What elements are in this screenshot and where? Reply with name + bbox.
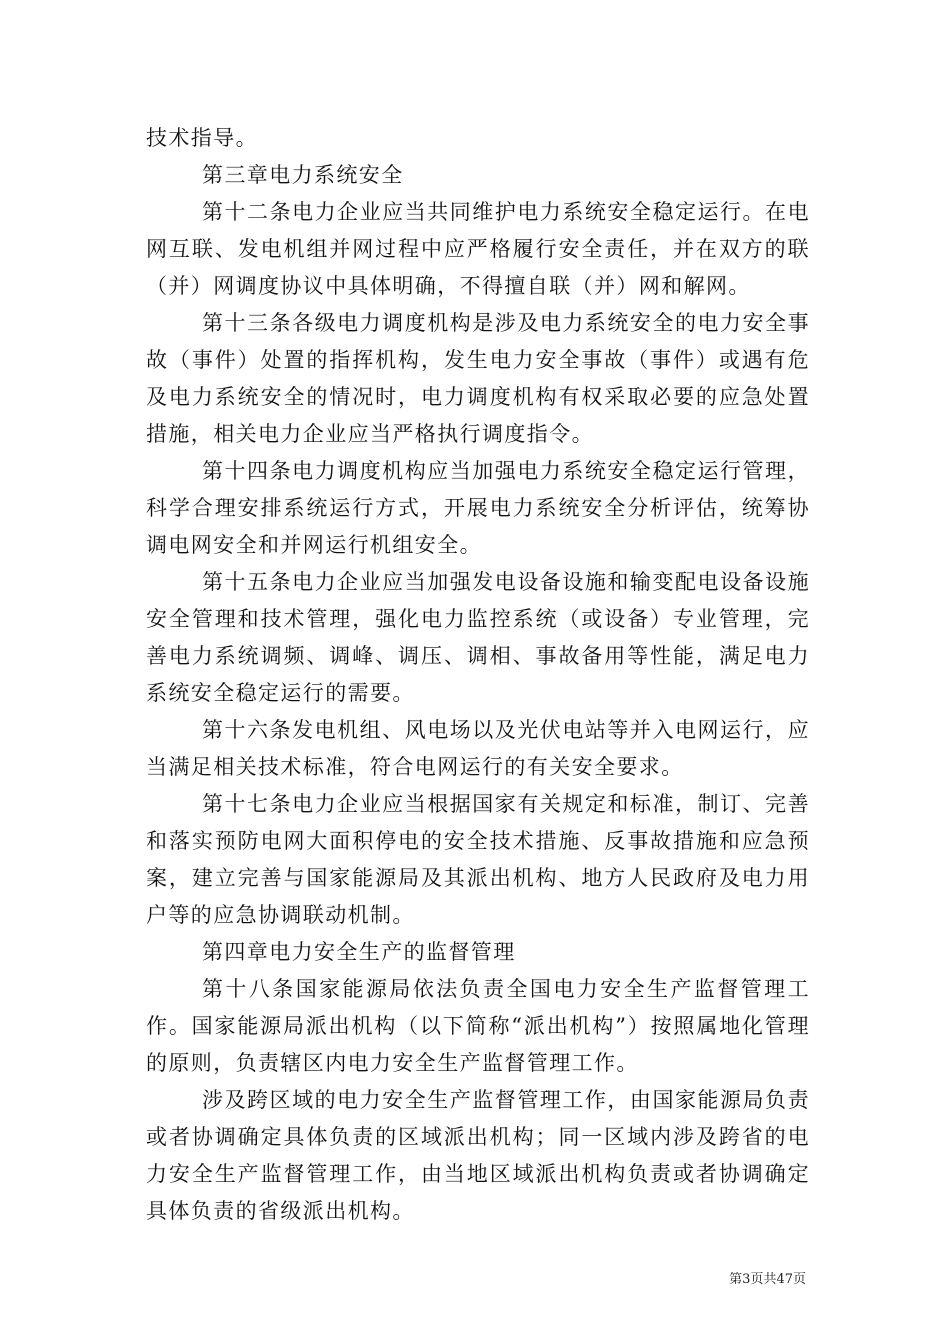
article-14-paragraph: 第十四条电力调度机构应当加强电力系统安全稳定运行管理，科学合理安排系统运行方式，开展电力系统安全分析评估，统筹协调电网安全和并网运行机组安全。	[146, 459, 810, 557]
article-12-paragraph: 第十二条电力企业应当共同维护电力系统安全稳定运行。在电网互联、发电机组并网过程中应严格履行安全责任，并在双方的联（并）网调度协议中具体明确，不得擅自联（并）网和解网。	[146, 200, 810, 298]
article-18-paragraph: 第十八条国家能源局依法负责全国电力安全生产监督管理工作。国家能源局派出机构（以下简称“派出机构”）按照属地化管理的原则，负责辖区内电力安全生产监督管理工作。	[146, 977, 810, 1075]
document-body	[146, 120, 810, 1230]
page-number: 第3页共47页	[729, 1272, 806, 1287]
article-17-paragraph: 第十七条电力企业应当根据国家有关规定和标准，制订、完善和落实预防电网大面积停电的安全技术措施、反事故措施和应急预案，建立完善与国家能源局及其派出机构、地方人民政府及电力用户等的应急协调联动机制。	[146, 792, 810, 927]
article-16-paragraph: 第十六条发电机组、风电场以及光伏电站等并入电网运行，应当满足相关技术标准，符合电网运行的有关安全要求。	[146, 718, 810, 779]
article-15-paragraph: 第十五条电力企业应当加强发电设备设施和输变配电设备设施安全管理和技术管理，强化电力监控系统（或设备）专业管理，完善电力系统调频、调峰、调压、调相、事故备用等性能，满足电力系统安全稳定运行的需要。	[146, 570, 810, 705]
paragraph-continuation: 技术指导。	[146, 126, 258, 150]
cross-region-paragraph: 涉及跨区域的电力安全生产监督管理工作，由国家能源局负责或者协调确定具体负责的区域派出机构；同一区域内涉及跨省的电力安全生产监督管理工作，由当地区域派出机构负责或者协调确定具体负责的省级派出机构。	[146, 1088, 810, 1223]
chapter-heading-3: 第三章电力系统安全	[202, 163, 404, 187]
article-13-paragraph: 第十三条各级电力调度机构是涉及电力系统安全的电力安全事故（事件）处置的指挥机构，发生电力安全事故（事件）或遇有危及电力系统安全的情况时，电力调度机构有权采取必要的应急处置措施，相关电力企业应当严格执行调度指令。	[146, 311, 810, 446]
chapter-heading-4: 第四章电力安全生产的监督管理	[202, 940, 516, 964]
